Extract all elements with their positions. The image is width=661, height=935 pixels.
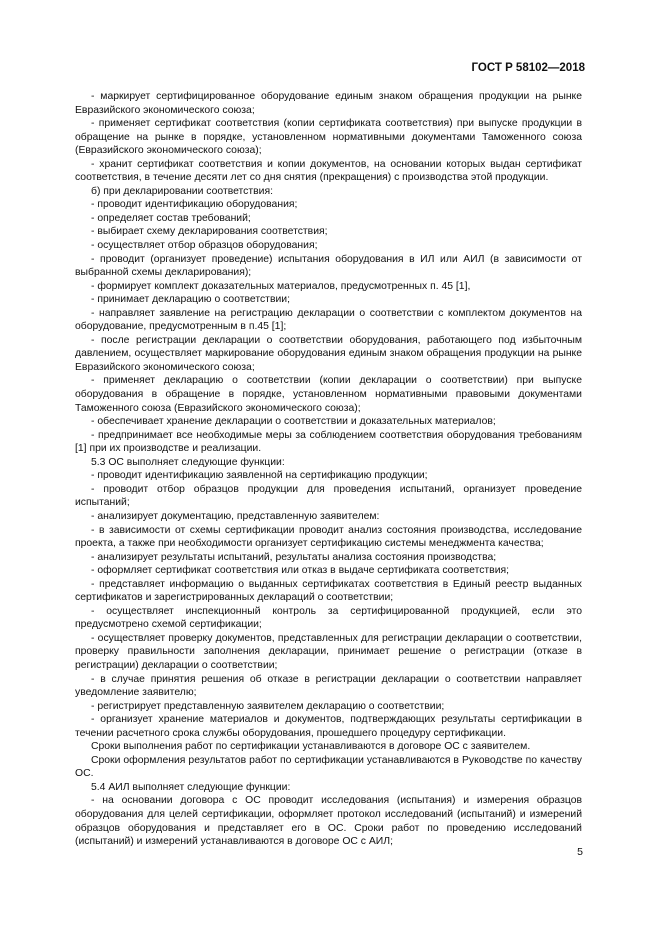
paragraph: - регистрирует представленную заявителем декларацию о соответствии; bbox=[91, 700, 445, 712]
paragraph: - принимает декларацию о соответствии; bbox=[91, 294, 290, 306]
paragraph: - на основании договора с ОС проводит исследования (испытания) и измерения образцов оборудования для целей сертификации, оформляет протокол исследований (испытаний) и измерений образцов оборудования и представляет его в ОС. Сроки работ по проведению исследований (испытаний) и измерений устанавливаются в договоре ОС с АИЛ; bbox=[75, 795, 582, 848]
paragraph: - после регистрации декларации о соответствии оборудования, работающего под избыточным давлением, осуществляет маркирование оборудования единым знаком обращения продукции на рынке Евразийского экономического союза; bbox=[75, 334, 582, 373]
document-body bbox=[75, 90, 582, 849]
paragraph: - выбирает схему декларирования соответствия; bbox=[91, 226, 328, 238]
paragraph: - проводит идентификацию оборудования; bbox=[91, 199, 298, 211]
paragraph: - направляет заявление на регистрацию декларации о соответствии с комплектом документов на оборудование, предусмотренным в п.45 [1]; bbox=[75, 307, 582, 333]
paragraph: - осуществляет проверку документов, представленных для регистрации декларации о соответствии, проверку правильности заполнения декларации, принимает решение о регистрации (отказе в регистрации) декларации о соответствии; bbox=[75, 632, 582, 671]
paragraph: - проводит (организует проведение) испытания оборудования в ИЛ или АИЛ (в зависимости от выбранной схемы декларирования); bbox=[75, 253, 582, 279]
paragraph: - осуществляет инспекционный контроль за сертифицированной продукцией, если это предусмотрено схемой сертификации; bbox=[75, 605, 582, 631]
paragraph: - анализирует результаты испытаний, результаты анализа состояния производства; bbox=[91, 551, 497, 563]
paragraph: - формирует комплект доказательных материалов, предусмотренных п. 45 [1], bbox=[91, 280, 471, 292]
paragraph: - в зависимости от схемы сертификации проводит анализ состояния производства, исследование проекта, а также при необходимости организует сертификацию системы менеджмента качества; bbox=[75, 524, 582, 550]
paragraph: - маркирует сертифицированное оборудование единым знаком обращения продукции на рынке Евразийского экономического союза; bbox=[75, 91, 582, 116]
paragraph: - в случае принятия решения об отказе в регистрации декларации о соответствии направляет уведомление заявителю; bbox=[75, 673, 582, 699]
paragraph: - обеспечивает хранение декларации о соответствии и доказательных материалов; bbox=[91, 416, 496, 428]
paragraph: - организует хранение материалов и документов, подтверждающих результаты сертификации в течении расчетного срока службы оборудования, прошедшего процедуру сертификации. bbox=[75, 714, 582, 739]
paragraph: - применяет декларацию о соответствии (копии декларации о соответствии) при выпуске оборудования в обращение в порядке, установленном нормативными правовыми документами Таможенного союза (Евразийского экономического союза); bbox=[75, 375, 582, 414]
paragraph: - представляет информацию о выданных сертификатах соответствия в Единый реестр выданных сертификатов и зарегистрированных деклараций о соответствии; bbox=[75, 578, 582, 604]
paragraph: - определяет состав требований; bbox=[91, 212, 251, 224]
page-number: 5 bbox=[577, 846, 583, 858]
standard-designation: ГОСТ Р 58102—2018 bbox=[471, 62, 585, 74]
paragraph: - хранит сертификат соответствия и копии документов, на основании которых выдан сертификат соответствия, в течение десяти лет со дня снятия (прекращения) с производства этой продукции. bbox=[75, 158, 582, 184]
paragraph: Сроки оформления результатов работ по сертификации устанавливаются в Руководстве по качеству ОС. bbox=[75, 754, 582, 780]
paragraph: - предпринимает все необходимые меры за соблюдением соответствия оборудования требованиям [1] при их производстве и реализации. bbox=[75, 429, 582, 455]
paragraph: б) при декларировании соответствия: bbox=[91, 185, 273, 197]
paragraph: - проводит отбор образцов продукции для проведения испытаний, организует проведение испытаний; bbox=[75, 483, 582, 509]
section-heading: 5.3 ОС выполняет следующие функции: bbox=[91, 456, 285, 468]
paragraph: - оформляет сертификат соответствия или отказ в выдаче сертификата соответствия; bbox=[91, 565, 510, 577]
paragraph: - применяет сертификат соответствия (копии сертификата соответствия) при выпуске продукции в обращение на рынке в порядке, установленном нормативными документами Таможенного союза (Евразийского экономического союза); bbox=[75, 118, 582, 157]
section-heading: 5.4 АИЛ выполняет следующие функции: bbox=[91, 781, 291, 793]
paragraph: - проводит идентификацию заявленной на сертификацию продукции; bbox=[91, 470, 428, 482]
paragraph: - анализирует документацию, представленную заявителем: bbox=[91, 510, 380, 522]
paragraph: - осуществляет отбор образцов оборудования; bbox=[91, 240, 318, 252]
paragraph: Сроки выполнения работ по сертификации устанавливаются в договоре ОС с заявителем. bbox=[91, 741, 531, 753]
